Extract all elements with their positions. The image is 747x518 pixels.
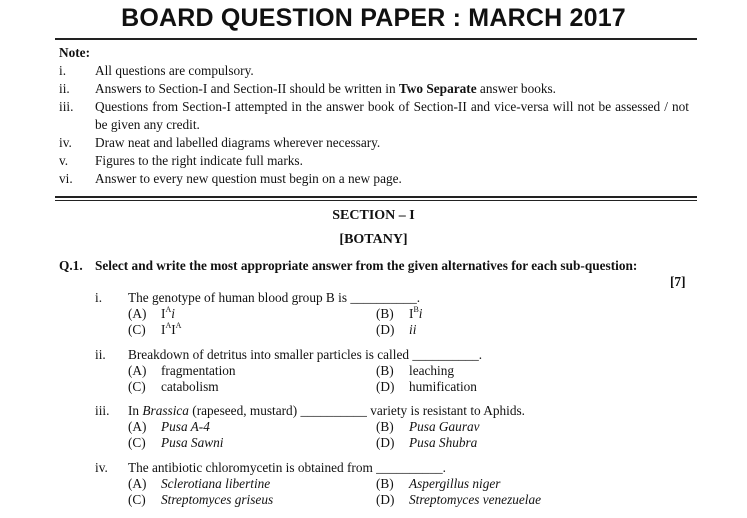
option-label: (C) — [128, 492, 146, 507]
sub-question — [95, 290, 655, 338]
option — [376, 419, 624, 435]
sub-question-text-part: In — [128, 403, 143, 418]
option — [376, 306, 624, 322]
top-divider — [55, 38, 697, 40]
option-text: Aspergillus niger — [409, 476, 501, 491]
allele-base: I — [171, 322, 176, 337]
allele-sup: A — [165, 305, 172, 314]
page-title: BOARD QUESTION PAPER : MARCH 2017 — [121, 4, 626, 32]
note-number: v. — [59, 153, 69, 168]
notes-block — [59, 44, 689, 188]
note-text — [95, 80, 689, 98]
option — [128, 492, 376, 508]
note-number: i. — [59, 63, 67, 78]
option — [376, 435, 624, 451]
question-marks: [7] — [670, 274, 686, 289]
option-text: Sclerotiana libertine — [161, 476, 271, 491]
note-text: Answer to every new question must begin on a new page. — [95, 171, 402, 186]
section-divider-thin — [55, 200, 697, 201]
sub-question-text-part: (rapeseed, mustard) __________ variety is resistant to Aphids. — [188, 403, 526, 418]
option-label: (D) — [376, 379, 395, 394]
notes-heading: Note: — [59, 45, 91, 60]
note-item — [59, 170, 689, 188]
note-item — [59, 62, 689, 80]
option-label: (B) — [376, 363, 394, 378]
option-text — [161, 306, 175, 322]
sub-question-text: The genotype of human blood group B is __________. — [128, 290, 421, 305]
option-text: Pusa Gaurav — [409, 419, 480, 434]
option — [128, 419, 376, 435]
option-text: Streptomyces venezuelae — [409, 492, 542, 507]
option-text: Streptomyces griseus — [161, 492, 274, 507]
option-label: (B) — [376, 419, 394, 434]
option — [128, 379, 376, 395]
option-text: fragmentation — [161, 363, 236, 378]
allele-sup: A — [175, 321, 182, 330]
option — [376, 322, 624, 338]
note-item — [59, 80, 689, 98]
note-number: iv. — [59, 135, 72, 150]
option-text — [161, 322, 181, 338]
option-label: (A) — [128, 363, 147, 378]
sub-question — [95, 347, 655, 395]
option-label: (A) — [128, 419, 147, 434]
option-label: (D) — [376, 492, 395, 507]
allele-base: I — [161, 306, 166, 321]
sub-question-number: iii. — [95, 403, 110, 418]
option — [376, 476, 624, 492]
option-label: (A) — [128, 306, 147, 321]
option-text: Pusa Sawni — [161, 435, 224, 450]
allele-tail: i — [171, 306, 175, 321]
option-text: leaching — [409, 363, 455, 378]
note-number: vi. — [59, 171, 73, 186]
option — [376, 492, 624, 508]
option-text — [409, 306, 422, 322]
allele-base: I — [409, 306, 414, 321]
section-subject: [BOTANY] — [339, 232, 408, 247]
option-text: catabolism — [161, 379, 219, 394]
question-text: Select and write the most appropriate answer from the given alternatives for each sub-question: — [95, 258, 638, 273]
note-item — [59, 134, 689, 152]
allele-sup: B — [413, 305, 419, 314]
note-number: ii. — [59, 81, 70, 96]
option — [128, 476, 376, 492]
option — [128, 306, 376, 322]
question-number: Q.1. — [59, 258, 83, 273]
allele-sup: A — [165, 321, 172, 330]
option-text: ii — [409, 322, 417, 337]
option-label: (C) — [128, 379, 146, 394]
note-text-bold: Two Separate — [398, 81, 477, 96]
option-label: (C) — [128, 435, 146, 450]
allele-tail: i — [418, 306, 423, 321]
sub-question-number: ii. — [95, 347, 106, 362]
note-number: iii. — [59, 99, 74, 114]
note-text: Draw neat and labelled diagrams wherever necessary. — [95, 135, 381, 150]
note-text: Figures to the right indicate full marks. — [95, 153, 303, 168]
sub-question-number: i. — [95, 290, 103, 305]
option-label: (B) — [376, 306, 394, 321]
option-label: (D) — [376, 435, 395, 450]
option-label: (A) — [128, 476, 147, 491]
allele-base: I — [161, 322, 166, 337]
option — [376, 363, 624, 379]
option — [128, 322, 376, 338]
sub-question-text: The antibiotic chloromycetin is obtained from __________. — [128, 460, 446, 475]
option-text: Pusa Shubra — [409, 435, 478, 450]
sub-question — [95, 460, 655, 508]
note-text-part: answer books. — [476, 81, 557, 96]
note-text: All questions are compulsory. — [95, 63, 254, 78]
section-title: SECTION – I — [332, 208, 415, 223]
section-divider — [55, 196, 697, 198]
option-label: (D) — [376, 322, 395, 337]
option-text: humification — [409, 379, 477, 394]
option — [128, 435, 376, 451]
sub-question-text-italic: Brassica — [142, 403, 189, 418]
option-text: Pusa A-4 — [161, 419, 210, 434]
note-item — [59, 98, 689, 134]
sub-question-text — [128, 403, 525, 419]
option-label: (C) — [128, 322, 146, 337]
option — [128, 363, 376, 379]
note-text-part: Answers to Section-I and Section-II should be written in — [95, 81, 399, 96]
sub-question — [95, 403, 655, 451]
sub-question-text: Breakdown of detritus into smaller particles is called __________. — [128, 347, 483, 362]
note-item — [59, 152, 689, 170]
note-text: Questions from Section-I attempted in the answer book of Section-II and vice-versa will not be assessed / not be given any credit. — [95, 99, 689, 132]
option — [376, 379, 624, 395]
sub-question-number: iv. — [95, 460, 108, 475]
option-label: (B) — [376, 476, 394, 491]
